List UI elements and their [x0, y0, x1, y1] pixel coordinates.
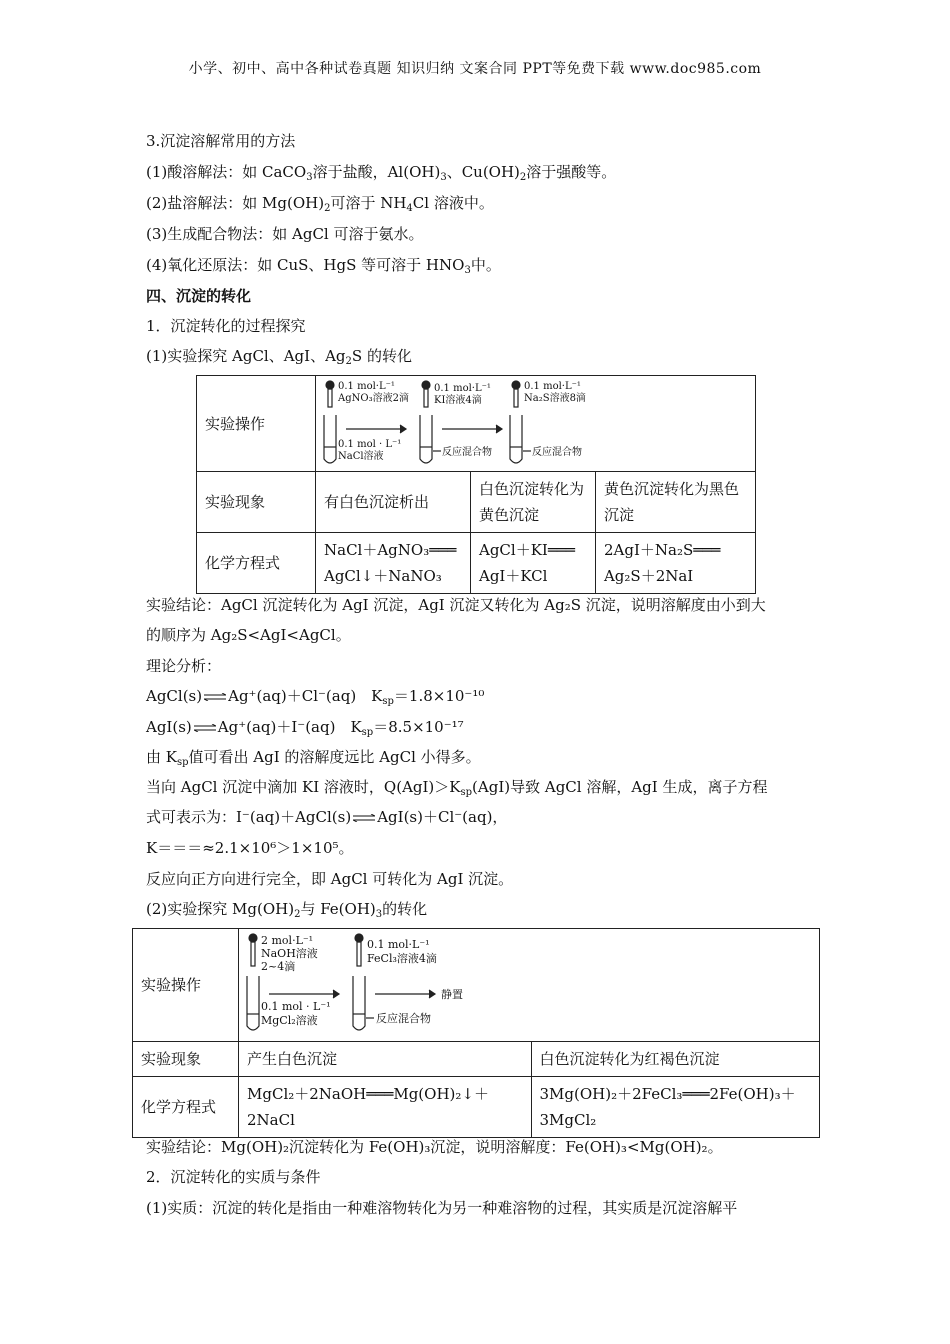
reagent-label: 0.1 mol·L⁻¹ — [524, 380, 581, 392]
theory-heading: 理论分析： — [146, 657, 222, 675]
test-tube-icon — [247, 976, 259, 1030]
method-3: (3)生成配合物法：如 AgCl 可溶于氨水。 — [146, 225, 424, 243]
reagent-label: NaCl溶液 — [338, 450, 384, 462]
section3-title: 3.沉淀溶解常用的方法 — [146, 132, 296, 150]
mixture-label: 反应混合物 — [376, 1012, 431, 1025]
apparatus-diagram-1 — [316, 376, 756, 472]
reagent-label: MgCl₂溶液 — [261, 1014, 318, 1027]
reagent-label: AgNO₃溶液2滴 — [338, 392, 409, 404]
experiment-table-2 — [132, 928, 820, 1138]
experiment-table-1 — [196, 375, 756, 594]
observation-1: 产生白色沉淀 — [239, 1042, 532, 1077]
reagent-label: Na₂S溶液8滴 — [524, 392, 586, 404]
reagent-label: 0.1 mol · L⁻¹ — [261, 1000, 331, 1013]
reagent-label: 0.1 mol·L⁻¹ — [338, 380, 395, 392]
conclusion-1: 实验结论：AgCl 沉淀转化为 AgI 沉淀，AgI 沉淀又转化为 Ag₂S 沉淀，说明溶解度由小到大 — [146, 596, 766, 614]
k-value: K＝＝＝≈2.1×10⁶＞1×10⁵。 — [146, 839, 354, 857]
subsection-2-title: 2．沉淀转化的实质与条件 — [146, 1168, 321, 1186]
equation-3: 2AgI＋Na₂S═══ Ag₂S＋2NaI — [595, 533, 755, 594]
section4-title: 四、沉淀的转化 — [146, 287, 252, 305]
equation-2: AgCl＋KI═══ AgI＋KCl — [470, 533, 595, 594]
mixture-label: 反应混合物 — [442, 446, 492, 458]
essence-paragraph: (1)实质：沉淀的转化是指由一种难溶物转化为另一种难溶物的过程，其实质是沉淀溶解平 — [146, 1199, 738, 1217]
page-header: 小学、初中、高中各种试卷真题 知识归纳 文案合同 PPT等免费下载 www.doc985.com — [188, 61, 762, 77]
equilibrium-arrow-icon — [204, 693, 226, 701]
experiment-2-title: (2)实验探究 $Mg(OH)_2$与 $Fe(OH)_3$的转化 — [146, 900, 428, 920]
experiment-1-title: (1)实验探究 AgCl、AgI、$Ag_2S$ 的转化 — [146, 347, 412, 367]
method-4: (4)氧化还原法：如 CuS、HgS 等可溶于 $HNO_3$中。 — [146, 256, 501, 276]
equation-1: NaCl＋AgNO₃═══ AgCl↓＋NaNO₃ — [316, 533, 471, 594]
method-2: (2)盐溶解法：如 $Mg(OH)_2$可溶于 $NH_4Cl$ 溶液中。 — [146, 194, 494, 214]
observation-2: 白色沉淀转化为红褐色沉淀 — [531, 1042, 820, 1077]
method-1: (1)酸溶解法：如 CaCO$_3$溶于盐酸，$Al(OH)_3$、$Cu(OH)_2$溶于强酸等。 — [146, 163, 617, 183]
settle-label: 静置 — [441, 988, 463, 1001]
conclusion-2: 实验结论：Mg(OH)₂沉淀转化为 Fe(OH)₃沉淀，说明溶解度：Fe(OH)₃<Mg(OH)₂。 — [146, 1138, 723, 1156]
observation-2: 白色沉淀转化为黄色沉淀 — [470, 472, 595, 533]
completion-statement: 反应向正方向进行完全，即 AgCl 可转化为 AgI 沉淀。 — [146, 870, 514, 888]
reagent-label: 0.1 mol·L⁻¹ — [434, 382, 491, 394]
observation-3: 黄色沉淀转化为黑色沉淀 — [595, 472, 755, 533]
dropper-bulb-icon — [249, 934, 257, 942]
equilibrium-agi: AgI(s) Ag⁺(aq)＋I⁻(aq) $K_{sp}=8.5\times 10^{-17}$ — [146, 718, 464, 738]
reagent-label: 2~4滴 — [261, 960, 296, 973]
row-label-operation: 实验操作 — [133, 929, 239, 1042]
equilibrium-arrow-icon — [353, 814, 375, 822]
row-label-equation: 化学方程式 — [133, 1077, 239, 1138]
row-label-observation: 实验现象 — [133, 1042, 239, 1077]
observation-1: 有白色沉淀析出 — [316, 472, 471, 533]
apparatus-diagram-2 — [239, 929, 820, 1042]
reagent-label: NaOH溶液 — [261, 947, 318, 960]
equilibrium-agcl: AgCl(s) Ag⁺(aq)＋Cl⁻(aq) $K_{sp}=1.8\times 10^{-10}$ — [146, 687, 485, 707]
subsection-1-title: 1．沉淀转化的过程探究 — [146, 317, 306, 335]
row-label-operation: 实验操作 — [197, 376, 316, 472]
reagent-label: KI溶液4滴 — [434, 394, 482, 406]
reagent-label: FeCl₃溶液4滴 — [367, 952, 437, 965]
dropper-icon — [251, 942, 255, 966]
conclusion-1-cont: 的顺序为 Ag₂S<AgI<AgCl。 — [146, 626, 351, 644]
equilibrium-arrow-icon — [194, 724, 216, 732]
reagent-label: 0.1 mol·L⁻¹ — [367, 938, 430, 951]
dropper-icon — [328, 389, 332, 407]
row-label-observation: 实验现象 — [197, 472, 316, 533]
dropper-bulb-icon — [326, 381, 334, 389]
reagent-label: 2 mol·L⁻¹ — [261, 934, 314, 947]
test-tube-icon — [324, 415, 336, 463]
row-label-equation: 化学方程式 — [197, 533, 316, 594]
equation-2: 3Mg(OH)₂＋2FeCl₃═══2Fe(OH)₃＋ 3MgCl₂ — [531, 1077, 820, 1138]
reagent-label: 0.1 mol · L⁻¹ — [338, 438, 402, 450]
equation-1: MgCl₂＋2NaOH═══Mg(OH)₂↓＋2NaCl — [239, 1077, 532, 1138]
paragraph-1: 当向 AgCl 沉淀中滴加 KI 溶液时，$Q(AgI)>K_{sp}(AgI)$导致 AgCl 溶解，AgI 生成，离子方程 — [146, 778, 768, 798]
mixture-label: 反应混合物 — [532, 446, 582, 458]
ksp-comparison: 由 $K_{sp}$值可看出 AgI 的溶解度远比 AgCl 小得多。 — [146, 748, 481, 768]
paragraph-2: 式可表示为：I⁻(aq)＋AgCl(s) AgI(s)＋Cl⁻(aq)， — [146, 808, 508, 826]
